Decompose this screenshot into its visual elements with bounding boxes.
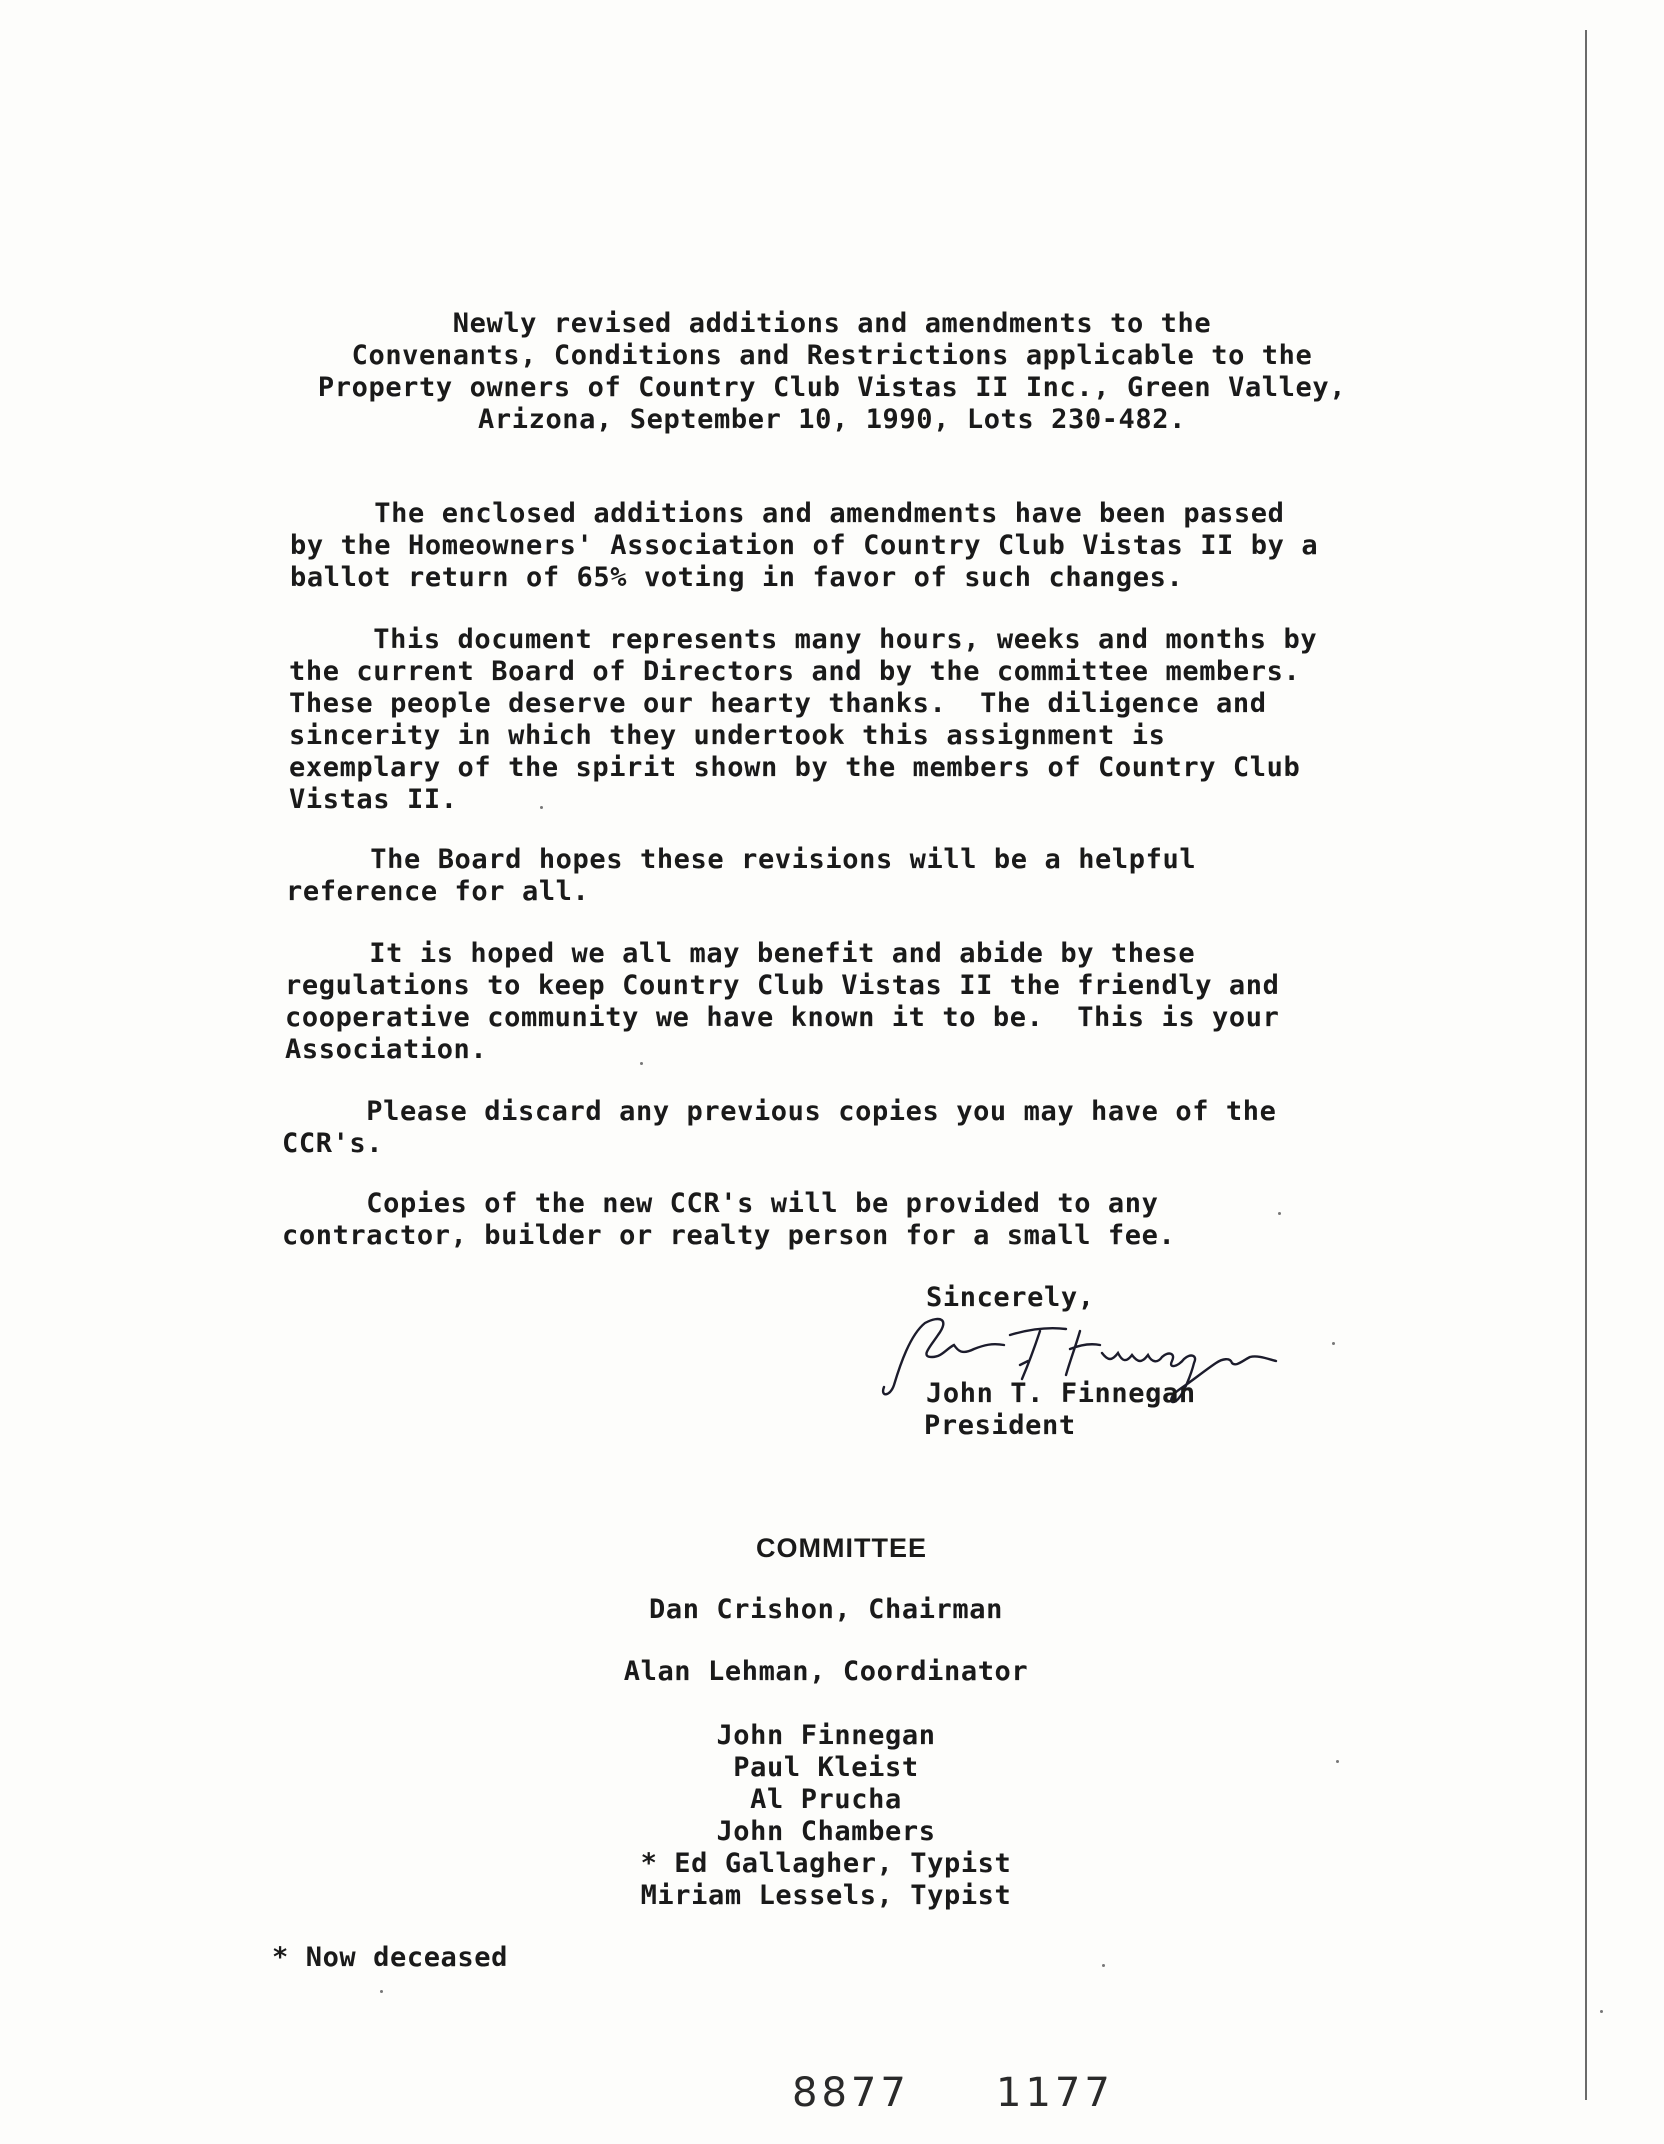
committee-member: Al Prucha (750, 1784, 902, 1815)
committee-coordinator: Alan Lehman, Coordinator (623, 1656, 1029, 1687)
paragraph-2-line-2: the current Board of Directors and by the committee members. (289, 656, 1301, 687)
salutation: Sincerely, (926, 1282, 1095, 1313)
scan-speck (1332, 1342, 1335, 1345)
paragraph-6-line-1: Copies of the new CCR's will be provided to any (282, 1188, 1159, 1219)
committee-member: John Finnegan (716, 1720, 936, 1751)
scan-speck (1102, 1964, 1105, 1967)
scan-speck (1278, 1212, 1281, 1215)
paragraph-4-line-4: Association. (285, 1034, 488, 1065)
footnote: * Now deceased (272, 1942, 508, 1973)
paragraph-2-line-3: These people deserve our hearty thanks. The diligence and (289, 688, 1267, 719)
scan-speck (540, 806, 543, 809)
paragraph-4-line-3: cooperative community we have known it to be. This is your (285, 1002, 1280, 1033)
scan-speck (380, 1990, 383, 1993)
paragraph-3-line-2: reference for all. (286, 876, 590, 907)
header-line-3: Property owners of Country Club Vistas II Inc., Green Valley, (317, 372, 1347, 403)
header-line-4: Arizona, September 10, 1990, Lots 230-482. (478, 404, 1186, 435)
paragraph-1-line-2: by the Homeowners' Association of Country Club Vistas II by a (290, 530, 1319, 561)
paragraph-6-line-2: contractor, builder or realty person for a small fee. (282, 1220, 1176, 1251)
scan-speck (1600, 2010, 1603, 2013)
paragraph-1-line-1: The enclosed additions and amendments have been passed (290, 498, 1285, 529)
committee-member: Miriam Lessels, Typist (640, 1880, 1012, 1911)
paragraph-2-line-6: Vistas II. (289, 784, 458, 815)
paragraph-2-line-1: This document represents many hours, weeks and months by (289, 624, 1318, 655)
paragraph-5-line-2: CCR's. (282, 1128, 384, 1159)
signer-title: President (924, 1410, 1076, 1441)
paragraph-4-line-1: It is hoped we all may benefit and abide by these (285, 938, 1196, 969)
header-line-2: Convenants, Conditions and Restrictions applicable to the (351, 340, 1313, 371)
paragraph-2-line-5: exemplary of the spirit shown by the members of Country Club (289, 752, 1301, 783)
committee-chairman: Dan Crishon, Chairman (649, 1594, 1003, 1625)
paragraph-5-line-1: Please discard any previous copies you may have of the (282, 1096, 1277, 1127)
paragraph-4-line-2: regulations to keep Country Club Vistas II the friendly and (285, 970, 1280, 1001)
scan-speck (640, 1062, 643, 1065)
scan-speck (1336, 1760, 1339, 1763)
committee-member: John Chambers (716, 1816, 936, 1847)
committee-heading: COMMITTEE (756, 1533, 927, 1563)
committee-member: Paul Kleist (733, 1752, 919, 1783)
signer-name: John T. Finnegan (926, 1378, 1196, 1409)
paragraph-1-line-3: ballot return of 65% voting in favor of such changes. (290, 562, 1184, 593)
book-number: 8877 (792, 2070, 910, 2116)
paragraph-2-line-4: sincerity in which they undertook this assignment is (289, 720, 1166, 751)
paragraph-3-line-1: The Board hopes these revisions will be a helpful (286, 844, 1197, 875)
committee-member: * Ed Gallagher, Typist (640, 1848, 1012, 1879)
header-line-1: Newly revised additions and amendments to the (452, 308, 1212, 339)
page-number: 1177 (996, 2070, 1114, 2116)
